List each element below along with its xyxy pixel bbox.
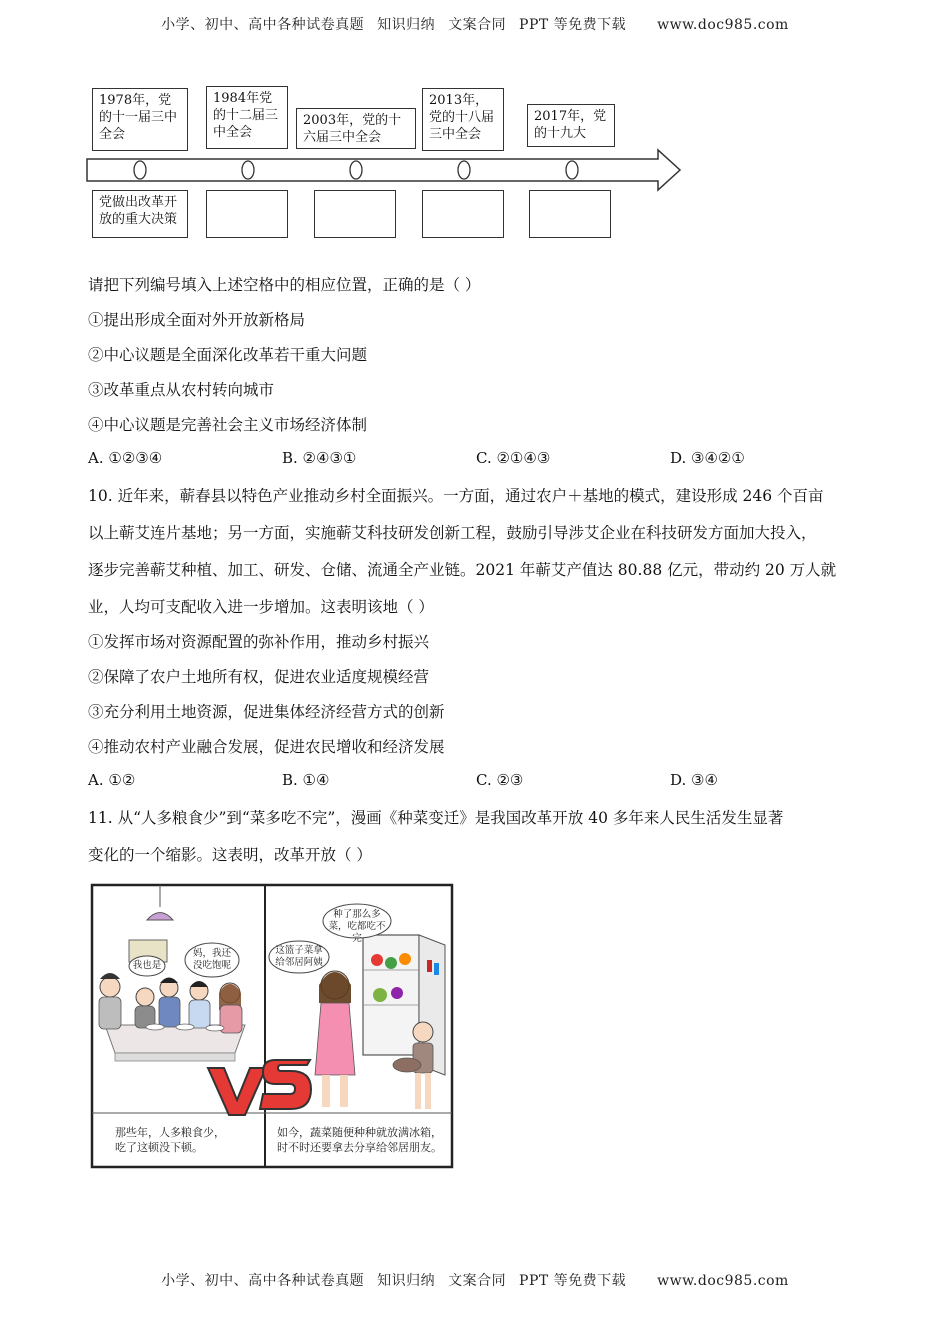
header-text: 小学、初中、高中各种试卷真题 xyxy=(161,17,365,33)
q9-option-d[interactable]: D. ③④②① xyxy=(670,449,745,467)
q10-item-1: ①发挥市场对资源配置的弥补作用，推动乡村振兴 xyxy=(88,633,430,651)
timeline-top-box-2003: 2003年，党的十六届三中全会 xyxy=(296,108,416,149)
comic-bubble-left-2: 妈，我还没吃饱呢 xyxy=(192,948,231,971)
q9-option-c[interactable]: C. ②①④③ xyxy=(476,449,551,467)
comic-bubble-left-1: 我也是 xyxy=(132,960,162,971)
footer-text: 小学、初中、高中各种试卷真题 xyxy=(161,1273,365,1289)
timeline-figure xyxy=(80,80,700,250)
q11-line-2: 变化的一个缩影。这表明，改革开放（ ） xyxy=(88,846,372,864)
timeline-bottom-box-4 xyxy=(422,190,504,238)
timeline-top-box-1984: 1984年党的十二届三中全会 xyxy=(206,86,288,149)
header-text: PPT 等免费下载 xyxy=(519,17,627,33)
timeline-top-box-1978: 1978年，党的十一届三中全会 xyxy=(92,88,188,151)
comic-illustration xyxy=(85,875,460,1170)
timeline-top-box-2017: 2017年，党的十九大 xyxy=(527,104,615,147)
q10-item-4: ④推动农村产业融合发展，促进农民增收和经济发展 xyxy=(88,738,445,756)
footer-text: 文案合同 xyxy=(448,1273,507,1289)
comic-bubble-right-2: 这篮子菜拿给邻居阿姨 xyxy=(275,945,323,968)
q9-prompt: 请把下列编号填入上述空格中的相应位置，正确的是（ ） xyxy=(88,276,481,294)
timeline-top-box-2013: 2013年，党的十八届三中全会 xyxy=(422,88,504,151)
timeline-bottom-box-2 xyxy=(206,190,288,238)
q9-option-b[interactable]: B. ②④③① xyxy=(282,449,357,467)
q9-item-2: ②中心议题是全面深化改革若干重大问题 xyxy=(88,346,368,364)
q10-item-2: ②保障了农户土地所有权，促进农业适度规模经营 xyxy=(88,668,430,686)
q10-line-2: 以上蕲艾连片基地；另一方面，实施蕲艾科技研发创新工程，鼓励引导涉艾企业在科技研发方面加大投入， xyxy=(88,524,817,542)
page-header xyxy=(0,14,950,34)
q10-line-1: 10. 近年来，蕲春县以特色产业推动乡村全面振兴。一方面，通过农户＋基地的模式，建设形成 246 个百亩 xyxy=(88,487,824,505)
header-text: 文案合同 xyxy=(448,17,507,33)
q10-option-c[interactable]: C. ②③ xyxy=(476,771,524,789)
q9-item-3: ③改革重点从农村转向城市 xyxy=(88,381,275,399)
q9-option-a[interactable]: A. ①②③④ xyxy=(88,449,163,467)
q11-line-1: 11. 从“人多粮食少”到“菜多吃不完”，漫画《种菜变迁》是我国改革开放 40 多年来人民生活发生显著 xyxy=(88,809,784,827)
timeline-bottom-box-5 xyxy=(529,190,611,238)
footer-text: 知识归纳 xyxy=(377,1273,436,1289)
header-text: 知识归纳 xyxy=(377,17,436,33)
comic-bubble-right-1: 种了那么多菜，吃都吃不完 xyxy=(328,909,386,944)
comic-caption-right-2: 时不时还要拿去分享给邻居朋友。 xyxy=(277,1141,442,1154)
q10-option-a[interactable]: A. ①② xyxy=(88,771,136,789)
comic-caption-right-1: 如今，蔬菜随便种种就放满冰箱， xyxy=(277,1126,442,1139)
q10-line-3: 逐步完善蕲艾种植、加工、研发、仓储、流通全产业链。2021 年蕲艾产值达 80.88 亿元，带动约 20 万人就 xyxy=(88,561,837,579)
q10-option-d[interactable]: D. ③④ xyxy=(670,771,718,789)
timeline-bottom-box-3 xyxy=(314,190,396,238)
q10-item-3: ③充分利用土地资源，促进集体经济经营方式的创新 xyxy=(88,703,445,721)
comic-caption-left-1: 那些年，人多粮食少， xyxy=(115,1126,225,1139)
q9-item-4: ④中心议题是完善社会主义市场经济体制 xyxy=(88,416,368,434)
footer-site-link[interactable]: www.doc985.com xyxy=(657,1273,789,1289)
q10-line-4: 业，人均可支配收入进一步增加。这表明该地（ ） xyxy=(88,598,434,616)
header-site-link[interactable]: www.doc985.com xyxy=(657,17,789,33)
q9-item-1: ①提出形成全面对外开放新格局 xyxy=(88,311,306,329)
q10-option-b[interactable]: B. ①④ xyxy=(282,771,330,789)
page-footer xyxy=(0,1270,950,1290)
timeline-bottom-box-1: 党做出改革开放的重大决策 xyxy=(92,190,188,238)
footer-text: PPT 等免费下载 xyxy=(519,1273,627,1289)
comic-caption-left-2: 吃了这顿没下顿。 xyxy=(115,1141,203,1154)
